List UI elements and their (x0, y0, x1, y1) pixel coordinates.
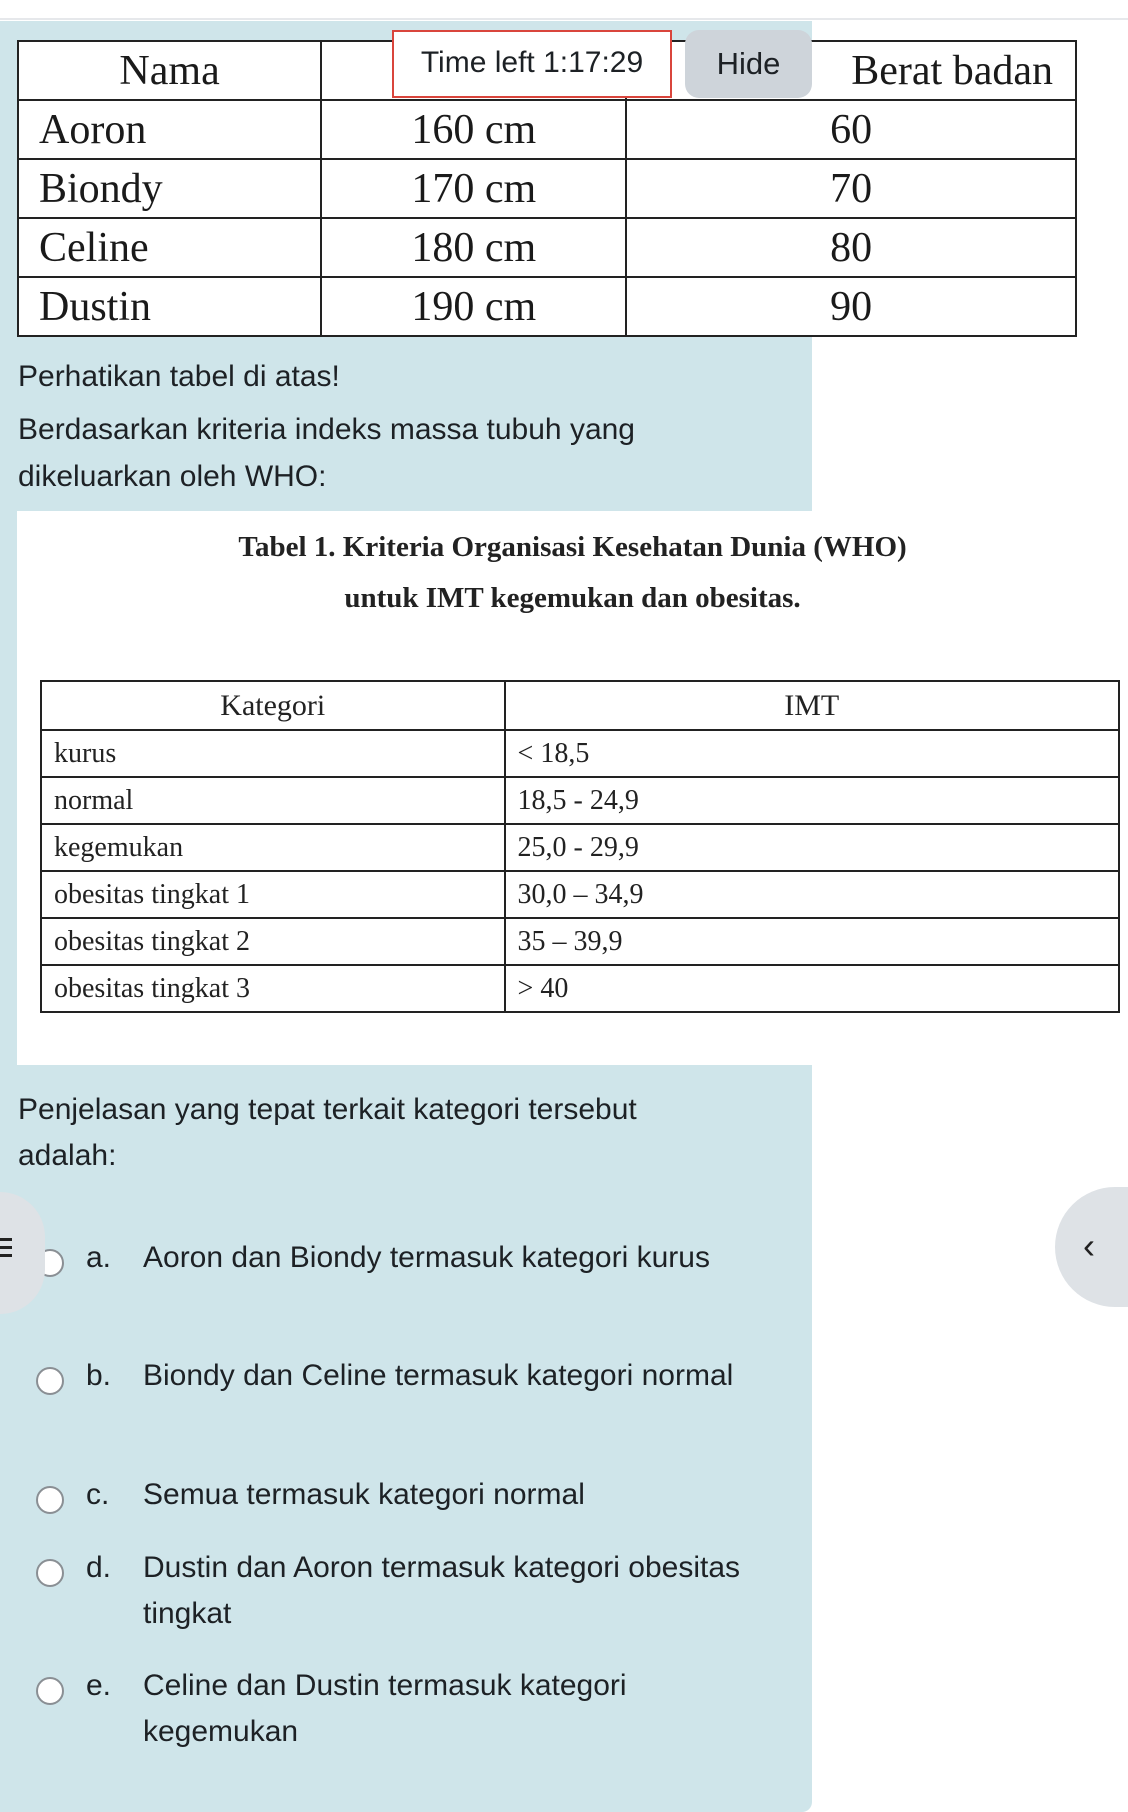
option-text: Aoron dan Biondy termasuk kategori kurus (143, 1241, 710, 1274)
table-row (18, 277, 1076, 336)
table-row (41, 918, 1119, 965)
radio-button[interactable] (36, 1559, 64, 1587)
who-table-caption: untuk IMT kegemukan dan obesitas. (344, 582, 801, 614)
weight-cell: 90 (626, 277, 1076, 336)
name-cell: Celine (18, 218, 321, 277)
hide-timer-button[interactable]: Hide (685, 30, 812, 98)
weight-cell: 60 (626, 100, 1076, 159)
category-cell: obesitas tingkat 2 (41, 918, 505, 965)
table-row (18, 100, 1076, 159)
top-divider (0, 18, 1128, 20)
imt-cell: 25,0 - 29,9 (505, 824, 1119, 871)
weight-cell: 70 (626, 159, 1076, 218)
category-cell: obesitas tingkat 3 (41, 965, 505, 1012)
imt-cell: < 18,5 (505, 730, 1119, 777)
imt-cell: > 40 (505, 965, 1119, 1012)
height-cell: 190 cm (321, 277, 626, 336)
radio-button[interactable] (36, 1677, 64, 1705)
height-cell: 160 cm (321, 100, 626, 159)
height-cell: 170 cm (321, 159, 626, 218)
table-row (41, 871, 1119, 918)
who-table-caption: Tabel 1. Kriteria Organisasi Kesehatan Dunia (WHO) (238, 531, 907, 563)
imt-cell: 35 – 39,9 (505, 918, 1119, 965)
header-cell: Berat badan (626, 41, 1076, 100)
imt-cell: 30,0 – 34,9 (505, 871, 1119, 918)
option-text: Biondy dan Celine termasuk kategori normal (143, 1359, 734, 1392)
table-row (41, 824, 1119, 871)
option-letter: e. (86, 1669, 112, 1702)
weight-cell: 80 (626, 218, 1076, 277)
table-header-row (41, 681, 1119, 730)
option-letter: d. (86, 1551, 112, 1584)
option-letter: b. (86, 1359, 112, 1392)
header-cell: Nama (18, 41, 321, 100)
open-drawer-button[interactable] (1055, 1187, 1128, 1307)
chevron-left-icon: ‹ (1083, 1225, 1095, 1266)
option-text: Celine dan Dustin termasuk kategori kegemukan (143, 1669, 627, 1748)
option-letter: c. (86, 1478, 110, 1511)
header-cell: IMT (505, 681, 1119, 730)
who-criteria-table (40, 680, 1120, 1013)
name-cell: Dustin (18, 277, 321, 336)
option-text: Dustin dan Aoron termasuk kategori obesitas tingkat (143, 1551, 740, 1630)
category-cell: kurus (41, 730, 505, 777)
table-row (18, 218, 1076, 277)
height-cell: 180 cm (321, 218, 626, 277)
category-cell: normal (41, 777, 505, 824)
menu-icon (0, 1238, 12, 1241)
table-row (41, 965, 1119, 1012)
question-text: Berdasarkan kriteria indeks massa tubuh yang dikeluarkan oleh WHO: (18, 413, 635, 493)
radio-button[interactable] (36, 1367, 64, 1395)
option-letter: a. (86, 1241, 112, 1274)
option-text: Semua termasuk kategori normal (143, 1478, 585, 1511)
time-left-timer: Time left 1:17:29 (392, 30, 672, 98)
header-cell: Kategori (41, 681, 505, 730)
name-cell: Biondy (18, 159, 321, 218)
category-cell: kegemukan (41, 824, 505, 871)
category-cell: obesitas tingkat 1 (41, 871, 505, 918)
name-cell: Aoron (18, 100, 321, 159)
imt-cell: 18,5 - 24,9 (505, 777, 1119, 824)
table-row (41, 730, 1119, 777)
instruction-text: Perhatikan tabel di atas! (18, 360, 340, 393)
table-row (18, 159, 1076, 218)
who-criteria-image (17, 511, 1128, 1065)
radio-button[interactable] (36, 1486, 64, 1514)
question-prompt: Penjelasan yang tepat terkait kategori tersebut adalah: (18, 1093, 637, 1172)
table-row (41, 777, 1119, 824)
